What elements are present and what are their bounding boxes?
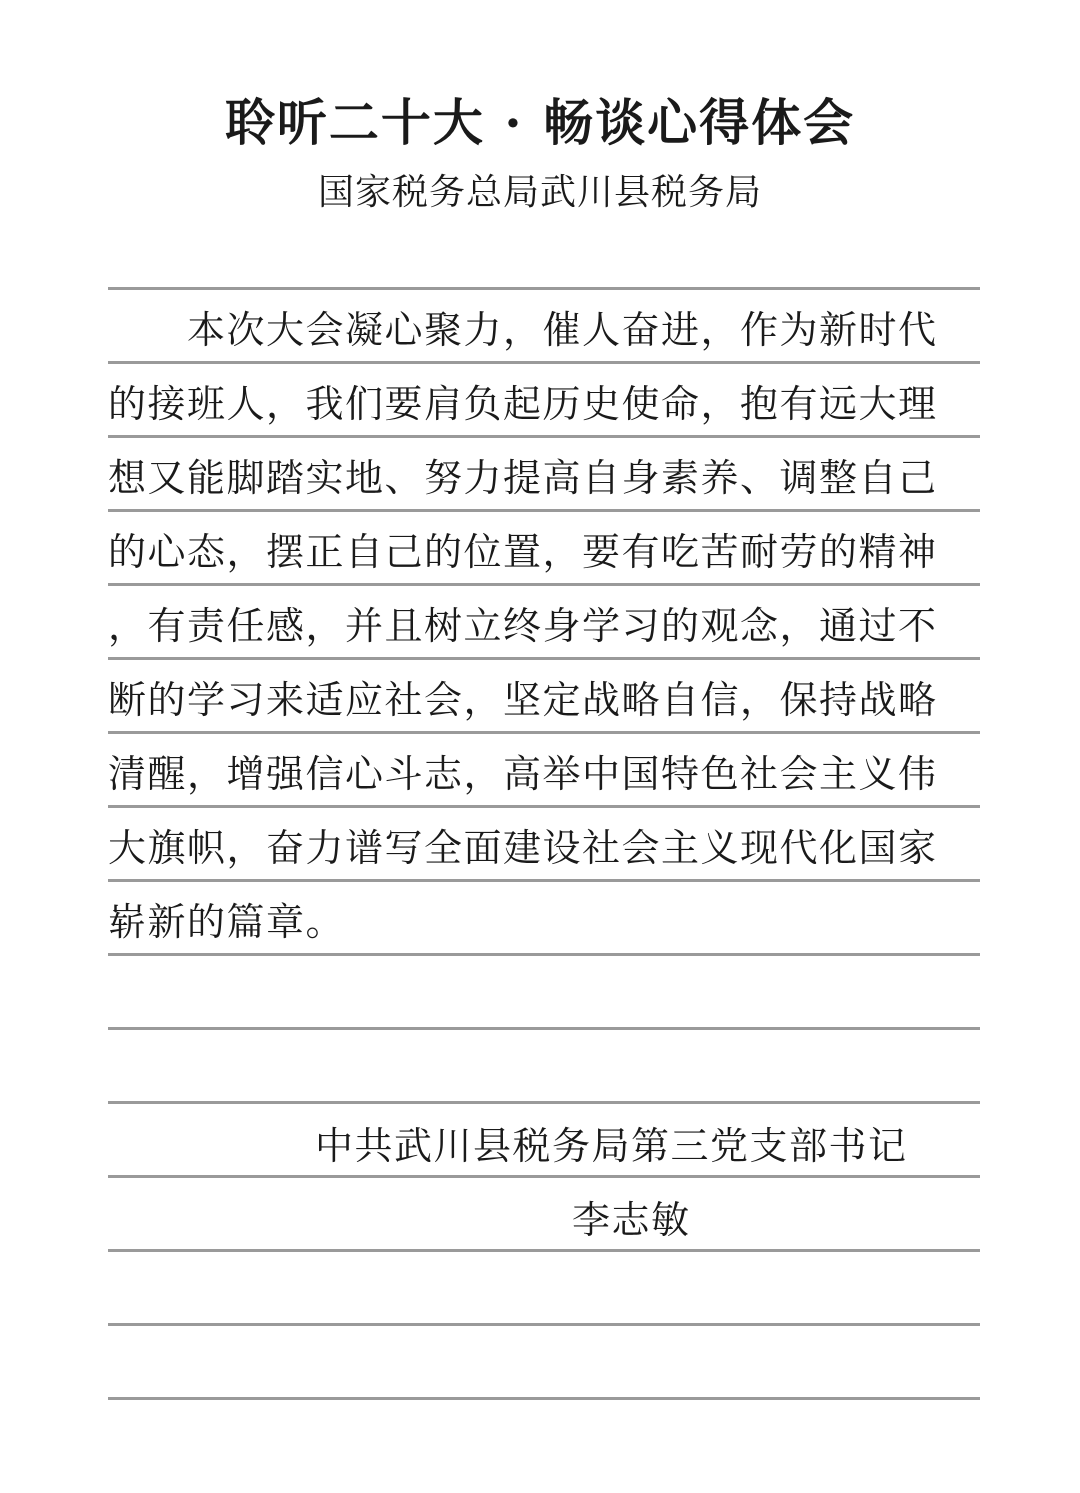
body-line: 的心态，摆正自己的位置，要有吃苦耐劳的精神 [108, 530, 938, 574]
body-line: 的接班人，我们要肩负起历史使命，抱有远大理 [108, 382, 938, 426]
ruled-line [108, 805, 980, 808]
signature-org: 中共武川县税务局第三党支部书记 [315, 1124, 908, 1168]
body-line: 清醒，增强信心斗志，高举中国特色社会主义伟 [108, 752, 938, 796]
ruled-line [108, 1027, 980, 1030]
signature-name: 李志敏 [572, 1198, 691, 1242]
ruled-line [108, 1101, 980, 1104]
body-line: 崭新的篇章。 [108, 900, 346, 944]
body-line: 大旗帜，奋力谱写全面建设社会主义现代化国家 [108, 826, 938, 870]
page-title: 聆听二十大 · 畅谈心得体会 [224, 93, 856, 152]
ruled-line [108, 953, 980, 956]
ruled-line [108, 509, 980, 512]
ruled-line [108, 435, 980, 438]
ruled-line [108, 879, 980, 882]
body-line: ，有责任感，并且树立终身学习的观念，通过不 [108, 604, 938, 648]
body-line: 断的学习来适应社会，坚定战略自信，保持战略 [108, 678, 938, 722]
ruled-line [108, 361, 980, 364]
body-line: 想又能脚踏实地、努力提高自身素养、调整自己 [108, 456, 938, 500]
ruled-line [108, 1397, 980, 1400]
ruled-line [108, 1175, 980, 1178]
ruled-line [108, 657, 980, 660]
ruled-line [108, 583, 980, 586]
ruled-line [108, 1249, 980, 1252]
page-subtitle: 国家税务总局武川县税务局 [317, 172, 762, 213]
ruled-line [108, 1323, 980, 1326]
ruled-line [108, 287, 980, 290]
ruled-line [108, 731, 980, 734]
body-line: 本次大会凝心聚力，催人奋进，作为新时代 [108, 308, 938, 352]
